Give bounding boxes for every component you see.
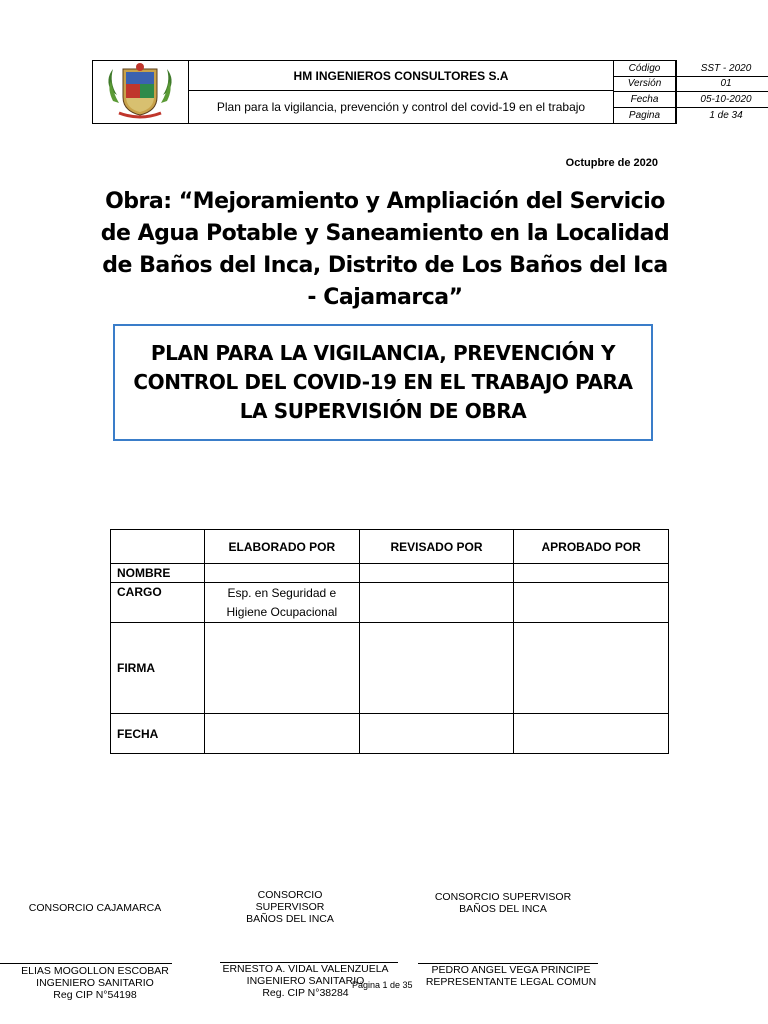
sig-2-reg: Reg. CIP N°38284 xyxy=(262,987,349,999)
signature-org-3 xyxy=(428,891,578,915)
table-row-fecha xyxy=(111,714,669,754)
meta-label-pagina: Pagina xyxy=(628,109,661,121)
company-name: HM INGENIEROS CONSULTORES S.A xyxy=(189,61,613,91)
sig-3-name: PEDRO ANGEL VEGA PRINCIPE xyxy=(431,964,591,976)
sig-2-title: INGENIERO SANITARIO xyxy=(246,975,365,987)
row-label-firma: FIRMA xyxy=(111,623,205,714)
row-label-cargo: CARGO xyxy=(111,583,205,623)
signature-line-1 xyxy=(0,963,172,964)
firma-aprobado-cell xyxy=(514,623,669,714)
table-header-row xyxy=(111,530,669,564)
cargo-elaborado-cell xyxy=(205,583,360,623)
meta-value-codigo: SST - 2020 xyxy=(676,61,768,77)
table-row-cargo xyxy=(111,583,669,623)
document-header xyxy=(92,60,752,124)
signature-1 xyxy=(15,965,175,1001)
cargo-line-1: Esp. en Seguridad e xyxy=(227,585,337,600)
header-elaborado: ELABORADO POR xyxy=(205,530,360,564)
nombre-revisado-cell xyxy=(359,564,514,583)
document-date: Octupbre de 2020 xyxy=(565,157,658,169)
meta-label-codigo: Código xyxy=(614,61,675,77)
nombre-elaborado-cell xyxy=(205,564,360,583)
header-revisado: REVISADO POR xyxy=(359,530,514,564)
sig-1-title: INGENIERO SANITARIO xyxy=(36,977,154,989)
meta-value-version: 01 xyxy=(676,77,768,93)
sig-1-name: ELIAS MOGOLLON ESCOBAR xyxy=(21,965,169,977)
meta-labels xyxy=(614,61,676,123)
cargo-line-2: Higiene Ocupacional xyxy=(226,604,338,619)
coat-of-arms-logo xyxy=(93,61,189,123)
cargo-revisado-cell xyxy=(359,583,514,623)
firma-revisado-cell xyxy=(359,623,514,714)
meta-values xyxy=(676,61,768,123)
header-aprobado: APROBADO POR xyxy=(514,530,669,564)
obra-title: Obra: “Mejoramiento y Ampliación del Servicio de Agua Potable y Saneamiento en la Localidad de Baños del Inca, Distrito de Los Baños del Ica - Cajamarca” xyxy=(100,189,670,310)
org-2-line-2: BAÑOS DEL INCA xyxy=(246,913,334,925)
plan-title-box xyxy=(113,324,653,441)
sig-3-title: REPRESENTANTE LEGAL COMUN xyxy=(425,976,597,988)
approval-table xyxy=(110,529,669,754)
nombre-aprobado-cell xyxy=(514,564,669,583)
plan-title: PLAN PARA LA VIGILANCIA, PREVENCIÓN Y CONTROL DEL COVID-19 EN EL TRABAJO PARA LA SUPERVISIÓN DE OBRA xyxy=(133,341,633,423)
fecha-aprobado-cell xyxy=(514,714,669,754)
table-row-nombre xyxy=(111,564,669,583)
header-center xyxy=(189,61,614,123)
signature-org-2 xyxy=(225,889,355,925)
meta-value-fecha: 05-10-2020 xyxy=(676,92,768,108)
header-plan-title: Plan para la vigilancia, prevención y control del covid-19 en el trabajo xyxy=(216,99,586,114)
row-label-fecha: FECHA xyxy=(111,714,205,754)
org-3-line-1: CONSORCIO SUPERVISOR xyxy=(434,891,572,903)
fecha-elaborado-cell xyxy=(205,714,360,754)
table-row-firma xyxy=(111,623,669,714)
cargo-aprobado-cell xyxy=(514,583,669,623)
org-2-line-1: CONSORCIO SUPERVISOR xyxy=(255,889,325,913)
signature-org-1: CONSORCIO CAJAMARCA xyxy=(28,902,162,914)
sig-1-reg: Reg CIP N°54198 xyxy=(53,989,137,1001)
sig-2-name: ERNESTO A. VIDAL VALENZUELA xyxy=(222,963,389,975)
meta-label-version: Versión xyxy=(614,77,675,93)
meta-label-fecha: Fecha xyxy=(614,92,675,108)
signature-3 xyxy=(420,964,602,988)
fecha-revisado-cell xyxy=(359,714,514,754)
firma-elaborado-cell xyxy=(205,623,360,714)
page-number: Página 1 de 35 xyxy=(352,980,413,990)
table-corner-cell xyxy=(111,530,205,564)
shield-icon xyxy=(93,61,187,121)
row-label-nombre: NOMBRE xyxy=(111,564,205,583)
meta-value-pagina: 1 de 34 xyxy=(709,109,743,121)
org-3-line-2: BAÑOS DEL INCA xyxy=(459,903,547,915)
